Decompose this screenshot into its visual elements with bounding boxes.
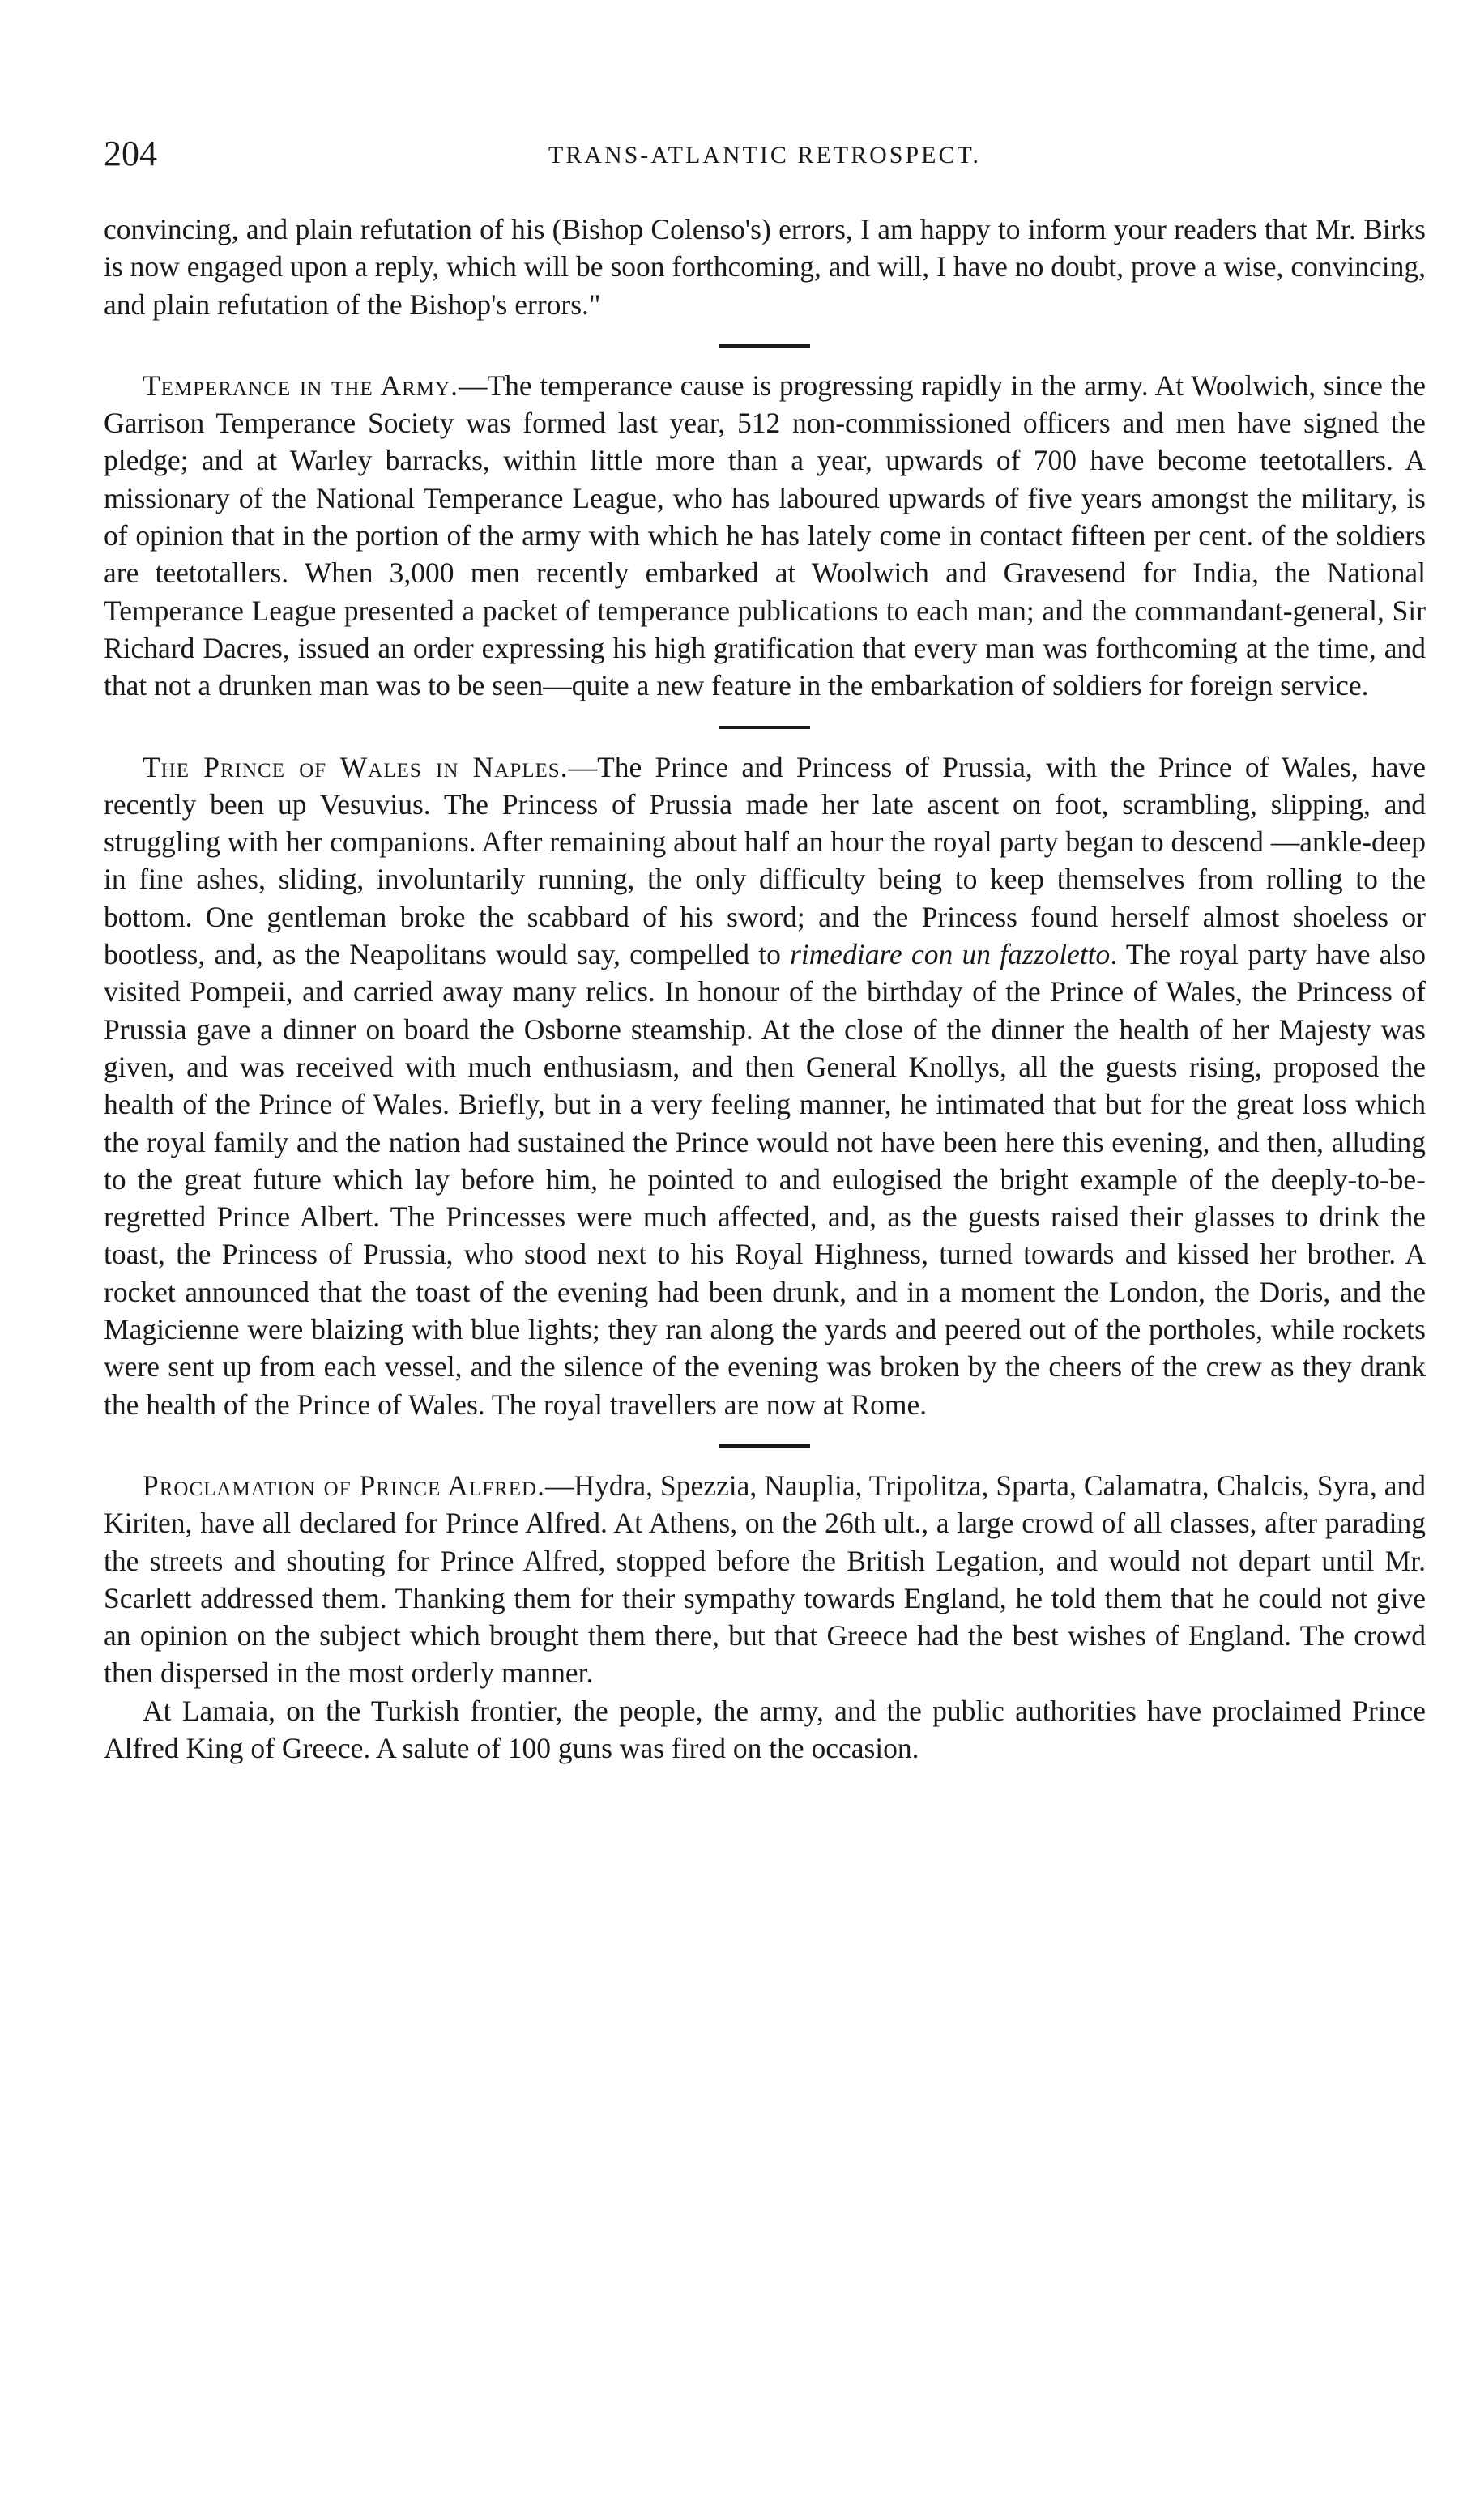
page-header bbox=[104, 130, 1426, 178]
page-number: 204 bbox=[104, 134, 157, 173]
section-continuation bbox=[104, 211, 1426, 323]
section-proclamation-alfred bbox=[104, 1467, 1426, 1767]
section-body: —Hydra, Spezzia, Nauplia, Tripolitza, Sparta, Calamatra, Chalcis, Syra, and Kiriten, have all declared for Prince Alfred. At Athens, on the 26th ult., a large crowd of all classes, after parading the streets and shouting for Prince Alfred, stopped before the British Legation, and would not depart until Mr. Scarlett addressed them. Thanking them for their sympathy towards England, he told them that he could not give an opinion on the subject which brought them there, but that Greece had the best wishes of England. The crowd then dispersed in the most orderly manner. bbox=[104, 1469, 1426, 1690]
prince-of-wales-paragraph bbox=[104, 748, 1426, 1423]
running-head: TRANS-ATLANTIC RETROSPECT. bbox=[548, 142, 982, 168]
section-divider bbox=[719, 726, 810, 729]
lamaia-paragraph: At Lamaia, on the Turkish frontier, the people, the army, and the public authorities have proclaimed Prince Alfred King of Greece. A salute of 100 guns was fired on the occasion. bbox=[104, 1694, 1426, 1764]
section-body: —The temperance cause is progressing rapidly in the army. At Woolwich, since the Garrison Temperance Society was formed last year, 512 non-commissioned officers and men have signed the pledge; and at Warley barracks, within little more than a year, upwards of 700 have become teetotallers. A missionary of the National Temperance League, who has laboured upwards of five years amongst the military, is of opinion that in the portion of the army with which he has lately come in contact fifteen per cent. of the soldiers are teetotallers. When 3,000 men recently embarked at Woolwich and Gravesend for India, the National Temperance League presented a packet of temperance publications to each man; and the commandant-general, Sir Richard Dacres, issued an order expressing his high gratification that every man was forthcoming at the time, and that not a drunken man was to be seen—quite a new feature in the embarkation of soldiers for foreign service. bbox=[104, 369, 1426, 702]
section-body-continued: . The royal party have also visited Pompeii, and carried away many relics. In honour of the birthday of the Prince of Wales, the Princess of Prussia gave a dinner on board the Osborne steamship. At the close of the dinner the health of her Majesty was given, and was received with much enthusiasm, and then General Knollys, all the guests rising, proposed the health of the Prince of Wales. Briefly, but in a very feeling manner, he intimated that but for the great loss which the royal family and the nation had sustained the Prince would not have been here this evening, and then, alluding to the great future which lay before him, he pointed to and eulogised the bright example of the deeply-to-be-regretted Prince Albert. The Princesses were much affected, and, as the guests raised their glasses to drink the toast, the Princess of Prussia, who stood next to his Royal Highness, turned towards and kissed her brother. A rocket announced that the toast of the evening had been drunk, and in a moment the London, the Doris, and the Magicienne were blaizing with blue lights; they ran along the yards and peered out of the portholes, while rockets were sent up from each vessel, and the silence of the evening was broken by the cheers of the crew as they drank the health of the Prince of Wales. The royal travellers are now at Rome. bbox=[104, 938, 1426, 1421]
section-temperance-army bbox=[104, 367, 1426, 705]
section-heading: Proclamation of Prince Alfred. bbox=[143, 1469, 545, 1502]
section-prince-of-wales bbox=[104, 748, 1426, 1423]
proclamation-paragraph bbox=[104, 1467, 1426, 1692]
italic-phrase: rimediare con un fazzoletto bbox=[790, 938, 1111, 971]
temperance-paragraph bbox=[104, 367, 1426, 705]
section-heading: Temperance in the Army. bbox=[143, 369, 459, 402]
page bbox=[104, 130, 1426, 1767]
section-heading: The Prince of Wales in Naples. bbox=[143, 750, 569, 783]
section-divider bbox=[719, 344, 810, 348]
section-divider bbox=[719, 1444, 810, 1448]
section-body: —The Prince and Princess of Prussia, with the Prince of Wales, have recently been up Vesuvius. The Princess of Prussia made her late ascent on foot, scrambling, slipping, and struggling with her companions. After remaining about half an hour the royal party began to descend —ankle-deep in fine ashes, sliding, involuntarily running, the only difficulty being to keep themselves from rolling to the bottom. One gentleman broke the scabbard of his sword; and the Princess found herself almost shoeless or bootless, and, as the Neapolitans would say, compelled to bbox=[104, 750, 1426, 971]
continuation-paragraph: convincing, and plain refutation of his (Bishop Colenso's) errors, I am happy to inform your readers that Mr. Birks is now engaged upon a reply, which will be soon forthcoming, and will, I have no doubt, prove a wise, convincing, and plain refutation of the Bishop's errors." bbox=[104, 213, 1426, 321]
